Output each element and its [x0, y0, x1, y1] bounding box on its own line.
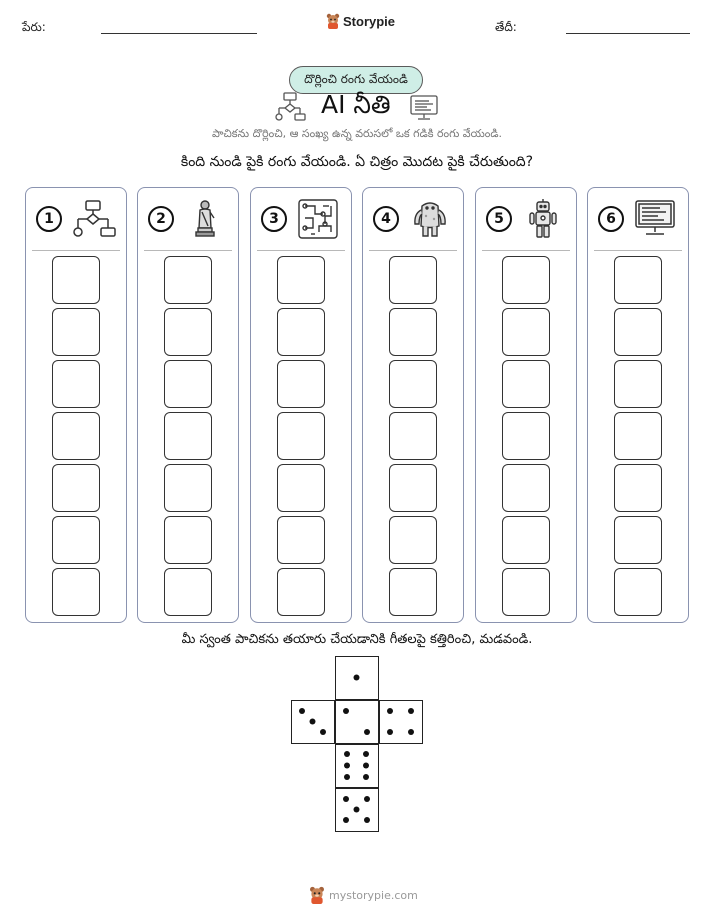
color-box[interactable] — [389, 256, 437, 304]
dice-face-4 — [379, 700, 423, 744]
column-6 — [587, 187, 689, 623]
color-box[interactable] — [502, 360, 550, 408]
column-divider — [594, 250, 682, 251]
column-divider — [32, 250, 120, 251]
color-box[interactable] — [277, 568, 325, 616]
column-number: 6 — [598, 206, 624, 232]
color-box[interactable] — [277, 516, 325, 564]
dice-face-2 — [335, 700, 379, 744]
column-number: 5 — [486, 206, 512, 232]
color-box[interactable] — [614, 256, 662, 304]
color-box[interactable] — [614, 412, 662, 460]
color-box[interactable] — [52, 256, 100, 304]
page-title: AI నీతి — [321, 90, 391, 119]
color-box[interactable] — [277, 464, 325, 512]
color-box[interactable] — [52, 516, 100, 564]
color-box[interactable] — [389, 568, 437, 616]
column-number: 4 — [373, 206, 399, 232]
column-divider — [369, 250, 457, 251]
philosopher-statue-icon — [180, 198, 230, 240]
color-box[interactable] — [502, 412, 550, 460]
instruction-color: కింది నుండి పైకి రంగు వేయండి. ఏ చిత్రం మొదట పైకి చేరుతుంది? — [180, 154, 534, 170]
color-box[interactable] — [389, 360, 437, 408]
color-box[interactable] — [164, 464, 212, 512]
column-number: 1 — [36, 206, 62, 232]
color-box[interactable] — [614, 516, 662, 564]
flowchart-icon — [68, 198, 118, 240]
dice-face-3 — [291, 700, 335, 744]
activity-badge: దొర్లించి రంగు వేయండి — [289, 66, 423, 94]
color-box[interactable] — [614, 308, 662, 356]
footer — [309, 886, 418, 904]
color-box[interactable] — [52, 360, 100, 408]
color-box[interactable] — [52, 308, 100, 356]
name-line — [101, 33, 257, 34]
color-box[interactable] — [277, 308, 325, 356]
color-box[interactable] — [164, 256, 212, 304]
column-divider — [144, 250, 232, 251]
color-box[interactable] — [502, 308, 550, 356]
name-label: పేరు: — [22, 20, 46, 34]
color-box[interactable] — [164, 360, 212, 408]
cut-instruction: మీ స్వంత పాచికను తయారు చేయడానికి గీతలపై కత్తిరించి, మడవండి. — [181, 632, 533, 647]
column-1 — [25, 187, 127, 623]
color-box[interactable] — [502, 464, 550, 512]
color-box[interactable] — [502, 516, 550, 564]
golem-icon — [405, 198, 455, 240]
color-box[interactable] — [614, 360, 662, 408]
column-number: 3 — [261, 206, 287, 232]
computer-monitor-icon — [630, 198, 680, 240]
color-box[interactable] — [277, 412, 325, 460]
column-2 — [137, 187, 239, 623]
color-box[interactable] — [614, 568, 662, 616]
color-box[interactable] — [389, 516, 437, 564]
flowchart-icon — [273, 92, 307, 122]
footer-url[interactable]: mystorypie.com — [329, 888, 418, 902]
color-box[interactable] — [52, 568, 100, 616]
dice-face-1 — [335, 656, 379, 700]
color-box[interactable] — [389, 464, 437, 512]
color-box[interactable] — [164, 412, 212, 460]
date-label: తేదీ: — [495, 20, 517, 34]
column-divider — [257, 250, 345, 251]
color-box[interactable] — [52, 464, 100, 512]
color-box[interactable] — [502, 568, 550, 616]
storypie-mascot-icon — [309, 886, 325, 904]
column-5 — [475, 187, 577, 623]
column-4 — [362, 187, 464, 623]
dice-face-6 — [335, 744, 379, 788]
color-box[interactable] — [389, 412, 437, 460]
date-line — [566, 33, 690, 34]
column-divider — [482, 250, 570, 251]
color-box[interactable] — [277, 256, 325, 304]
column-3 — [250, 187, 352, 623]
color-box[interactable] — [389, 308, 437, 356]
instruction-roll: పాచికను దొర్లించి, ఆ సంఖ్య ఉన్న వరుసలో ఒక గడికి రంగు వేయండి. — [212, 127, 502, 140]
brand-name: Storypie — [343, 13, 396, 29]
robot-icon — [518, 198, 568, 240]
color-box[interactable] — [164, 568, 212, 616]
brand-logo — [326, 13, 395, 29]
circuit-board-icon — [293, 198, 343, 240]
color-box[interactable] — [502, 256, 550, 304]
storypie-mascot-icon — [326, 13, 340, 29]
color-box[interactable] — [52, 412, 100, 460]
color-box[interactable] — [614, 464, 662, 512]
computer-monitor-icon — [409, 94, 439, 122]
color-box[interactable] — [277, 360, 325, 408]
dice-face-5 — [335, 788, 379, 832]
column-number: 2 — [148, 206, 174, 232]
color-box[interactable] — [164, 516, 212, 564]
color-box[interactable] — [164, 308, 212, 356]
